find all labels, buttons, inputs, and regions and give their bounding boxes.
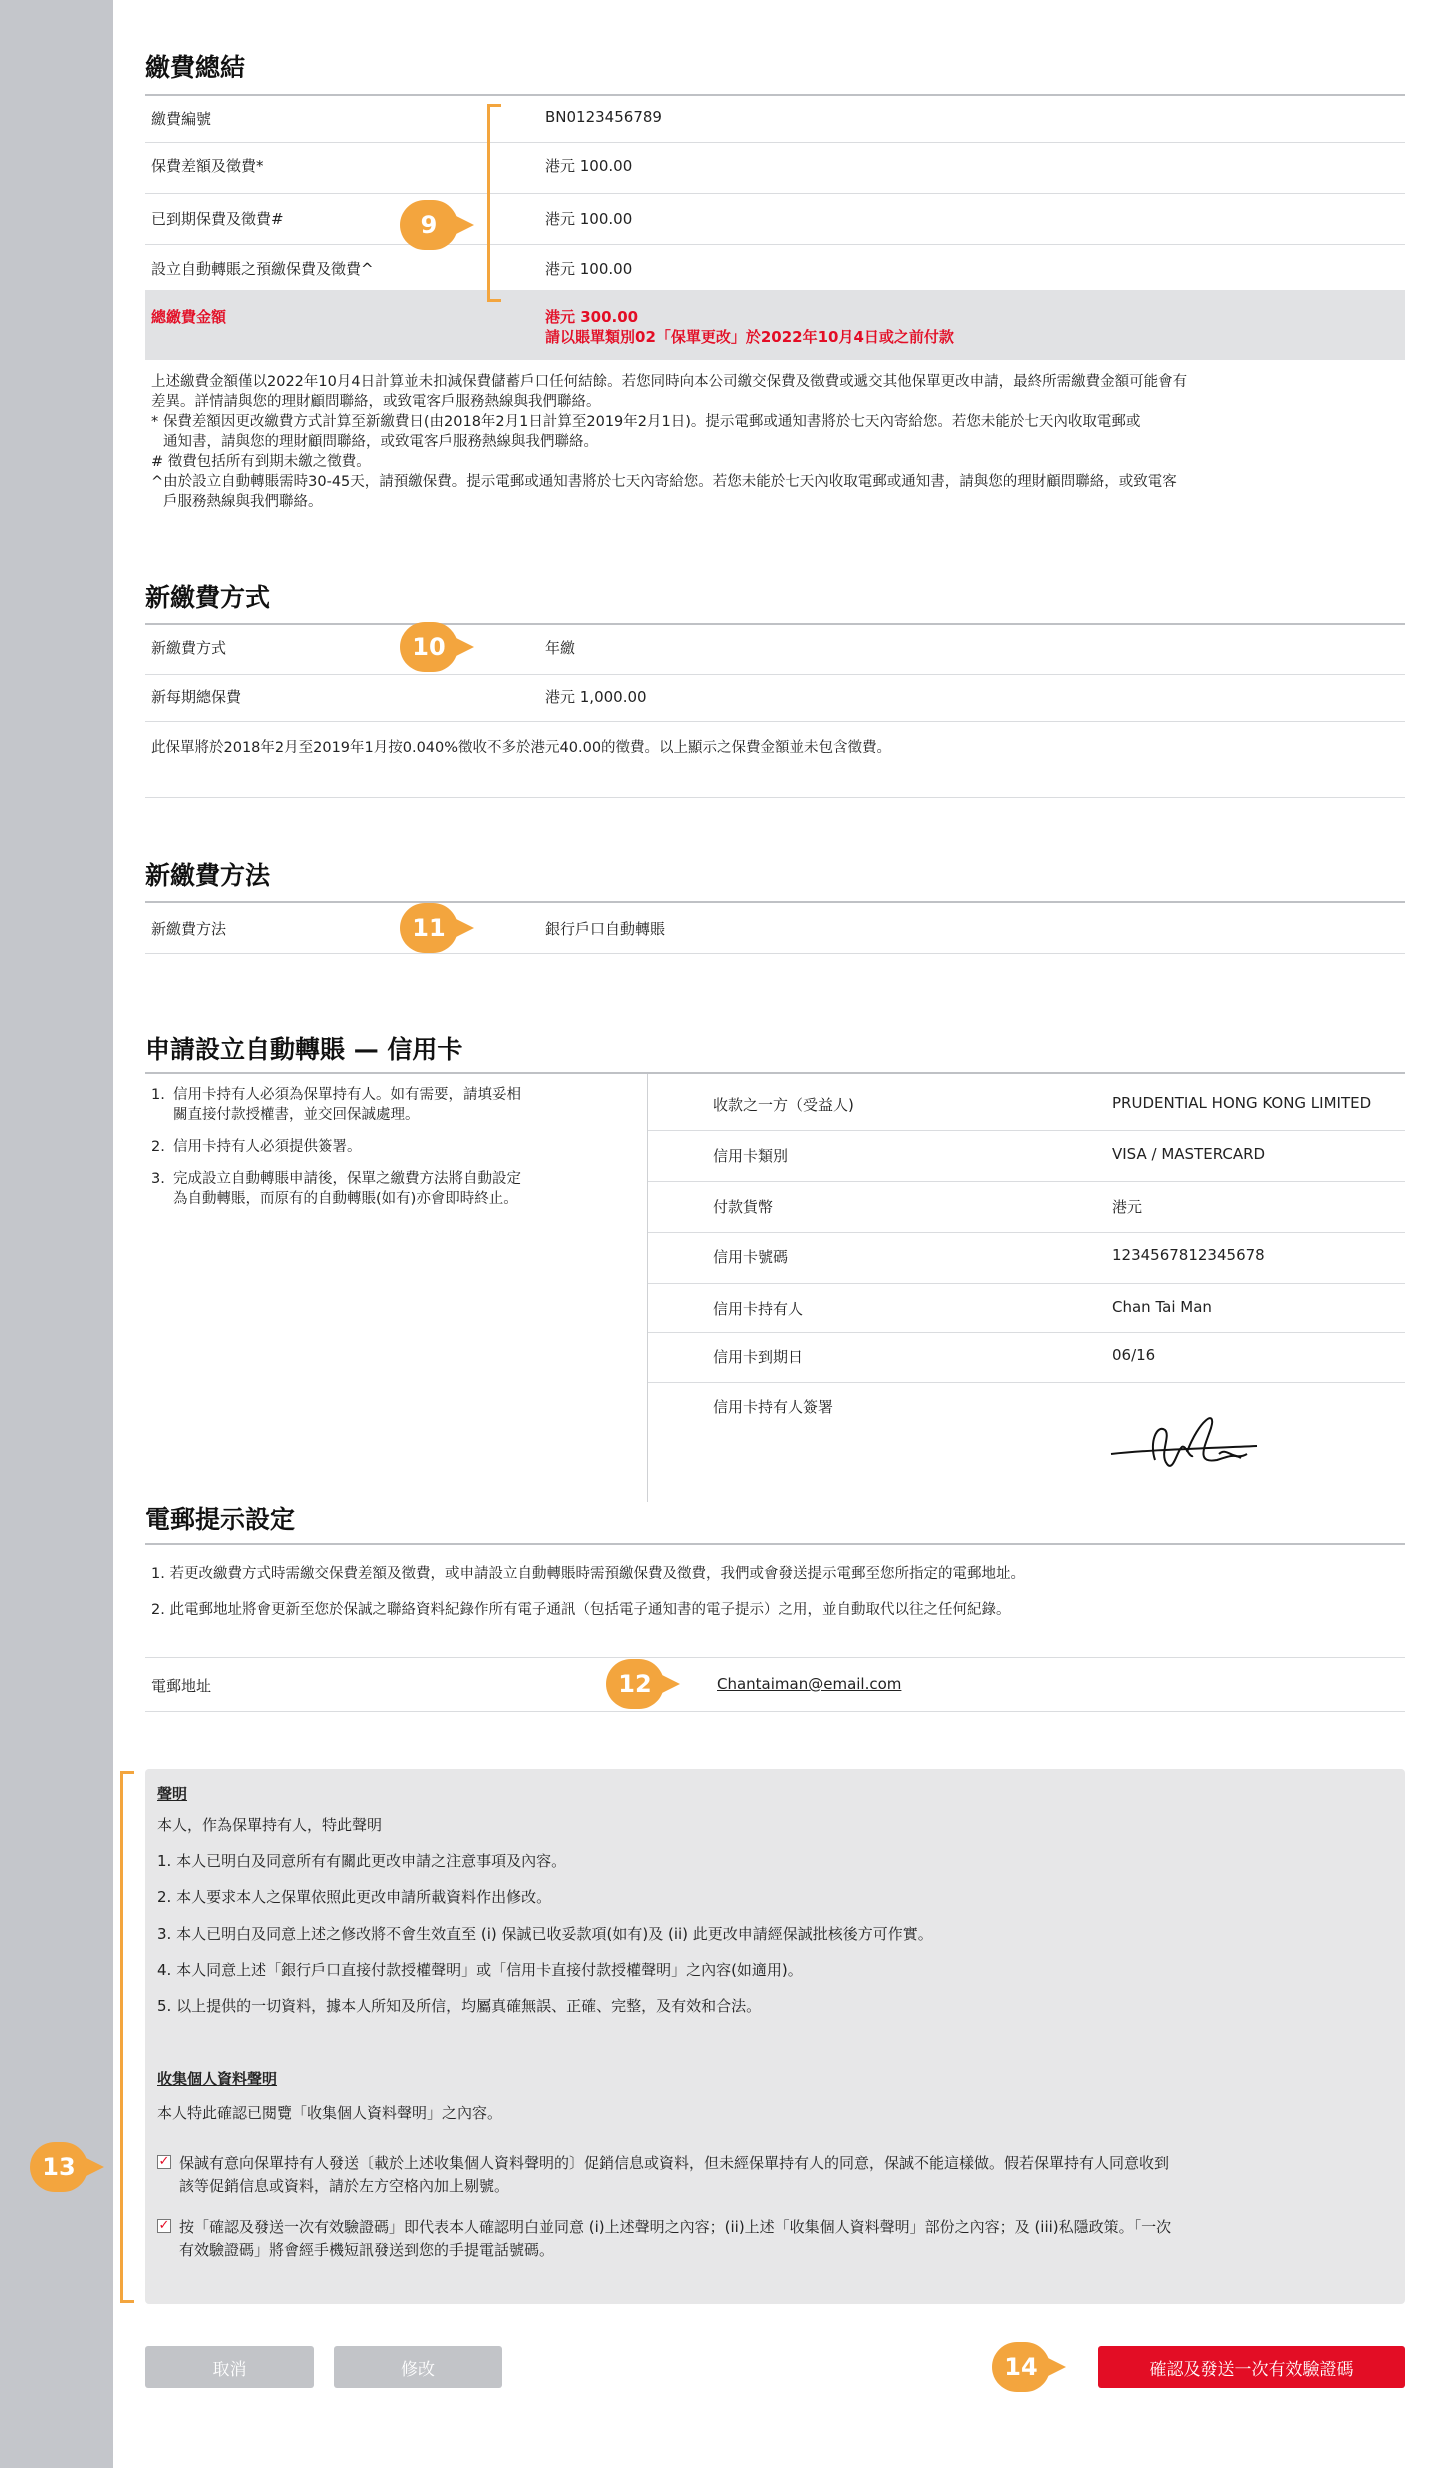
step-badge-13: 13 [30, 2142, 88, 2192]
pics-intro: 本人特此確認已閱覽「收集個人資料聲明」之內容。 [157, 2104, 503, 2122]
pics-title: 收集個人資料聲明 [157, 2070, 278, 2088]
email-note-2: 2. 此電郵地址將會更新至您於保誠之聯絡資料紀錄作所有電子通訊（包括電子通知書的電子提示）之用，並自動取代以往之任何紀錄。 [151, 1602, 1011, 1618]
credit-card-instructions: 1. 信用卡持有人必須為保單持有人。如有需要，請填妥相 關直接付款授權書，並交回保誠處理。 2. 信用卡持有人必須提供簽署。 3. 完成設立自動轉賬申請後，保單之繳費方法將自動設定 為自動轉賬，而原有的自動轉賬(如有)亦會即時終止。 [151, 1087, 521, 1207]
cc-value-number: 1234567812345678 [1112, 1246, 1265, 1264]
email-note-1: 1. 若更改繳費方式時需繳交保費差額及徵費，或申請設立自動轉賬時需預繳保費及徵費，我們或會發送提示電郵至您所指定的電郵地址。 [151, 1566, 1025, 1582]
column-divider [647, 1074, 648, 1502]
email-label: 電郵地址 [151, 1677, 212, 1695]
cc-label-signature: 信用卡持有人簽署 [713, 1398, 834, 1416]
summary-total-value: 港元 300.00 [545, 308, 639, 326]
declaration-item: 3. 本人已明白及同意上述之修改將不會生效直至 (i) 保誠已收妥款項(如有)及 (ii) 此更改申請經保誠批核後方可作實。 [157, 1925, 933, 1943]
payment-mode-value: 年繳 [545, 639, 576, 657]
summary-label-premium-diff: 保費差額及徵費* [151, 157, 264, 175]
step-badge-14: 14 [992, 2342, 1050, 2392]
divider [648, 1382, 1405, 1383]
cc-label-expiry: 信用卡到期日 [713, 1348, 804, 1366]
cc-label-currency: 付款貨幣 [713, 1198, 774, 1216]
summary-value-bill-no: BN0123456789 [545, 108, 662, 126]
step-badge-11: 11 [400, 903, 458, 953]
signature-image [1107, 1402, 1267, 1482]
divider [145, 623, 1405, 625]
step-badge-10: 10 [400, 622, 458, 672]
confirm-consent-text-1: 按「確認及發送一次有效驗證碼」即代表本人確認明白並同意 (i)上述聲明之內容；(ii)上述「收集個人資料聲明」部份之內容；及 (iii)私隱政策。「一次 [179, 2218, 1172, 2236]
cc-value-expiry: 06/16 [1112, 1346, 1156, 1364]
payment-method-value: 銀行戶口自動轉賬 [545, 920, 666, 938]
divider [145, 953, 1405, 954]
divider [145, 1711, 1405, 1712]
step-badge-12: 12 [606, 1659, 664, 1709]
divider [145, 797, 1405, 798]
divider [145, 244, 1405, 245]
annotation-bracket [120, 1771, 134, 2303]
cc-value-payee: PRUDENTIAL HONG KONG LIMITED [1112, 1094, 1372, 1112]
payment-mode-label: 新繳費方式 [151, 639, 227, 657]
cc-value-holder: Chan Tai Man [1112, 1298, 1212, 1316]
declaration-intro: 本人，作為保單持有人，特此聲明 [157, 1816, 383, 1834]
summary-total-row [145, 290, 1405, 360]
summary-label-bill-no: 繳費編號 [151, 110, 212, 128]
payment-mode-title: 新繳費方式 [145, 583, 271, 612]
divider [648, 1283, 1405, 1284]
cc-label-number: 信用卡號碼 [713, 1248, 789, 1266]
divider [145, 1657, 1405, 1658]
email-address-link[interactable]: Chantaiman@email.com [717, 1675, 902, 1693]
divider [145, 721, 1405, 722]
summary-notes: 上述繳費金額僅以2022年10月4日計算並未扣減保費儲蓄戶口任何結餘。若您同時向本公司繳交保費及徵費或遞交其他保單更改申請，最終所需繳費金額可能會有 差異。詳情請與您的理財顧問聯絡，或致電客戶服務熱線與我們聯絡。 * 保費差額因更改繳費方式計算至新繳費日(由2018年2月1日計算至2019年2月1日)。提示電郵或通知書將於七天內寄給您。若您未能於七天內收取電郵或 通知書，請與您的理財顧問聯絡，或致電客戶服務熱線與我們聯絡。 # 徵費包括所有到期未繳之徵費。 ^由於設立自動轉賬需時30-45天，請預繳保費。提示電郵或通知書將於七天內寄給您。若您未能於七天內收取電郵或通知書，請與您的理財顧問聯絡，或致電客 戶服務熱線與我們聯絡。 [151, 374, 1188, 510]
cc-label-type: 信用卡類別 [713, 1147, 789, 1165]
summary-value-prepaid: 港元 100.00 [545, 260, 633, 278]
declaration-item: 2. 本人要求本人之保單依照此更改申請所載資料作出修改。 [157, 1888, 552, 1906]
divider [145, 1072, 1405, 1074]
summary-total-note: 請以賬單類別02「保單更改」於2022年10月4日或之前付款 [545, 328, 954, 346]
confirm-consent-text-2: 有效驗證碼」將會經手機短訊發送到您的手提電話號碼。 [179, 2241, 555, 2259]
divider [145, 901, 1405, 903]
left-sidebar [0, 0, 113, 2468]
new-premium-label: 新每期總保費 [151, 688, 242, 706]
cc-value-currency: 港元 [1112, 1198, 1143, 1216]
declaration-panel [145, 1769, 1405, 2304]
new-premium-value: 港元 1,000.00 [545, 688, 647, 706]
declaration-title: 聲明 [157, 1785, 188, 1803]
payment-method-title: 新繳費方法 [145, 861, 271, 890]
summary-label-due-premium: 已到期保費及徵費# [151, 210, 284, 228]
cc-value-type: VISA / MASTERCARD [1112, 1145, 1266, 1163]
declaration-item: 4. 本人同意上述「銀行戶口直接付款授權聲明」或「信用卡直接付款授權聲明」之內容(如適用)。 [157, 1961, 803, 1979]
divider [145, 142, 1405, 143]
divider [145, 94, 1405, 96]
annotation-bracket [487, 104, 501, 302]
divider [145, 1543, 1405, 1545]
declaration-item: 1. 本人已明白及同意所有有關此更改申請之注意事項及內容。 [157, 1852, 567, 1870]
cc-label-holder: 信用卡持有人 [713, 1300, 804, 1318]
confirm-send-otp-button[interactable]: 確認及發送一次有效驗證碼 [1098, 2346, 1405, 2388]
payment-mode-note: 此保單將於2018年2月至2019年1月按0.040%徵收不多於港元40.00的徵費。以上顯示之保費金額並未包含徵費。 [151, 740, 892, 756]
declaration-item: 5. 以上提供的一切資料，據本人所知及所信，均屬真確無誤、正確、完整，及有效和合法。 [157, 1997, 762, 2015]
marketing-consent-text-1: 保誠有意向保單持有人發送〔載於上述收集個人資料聲明的〕促銷信息或資料，但未經保單持有人的同意，保誠不能這樣做。假若保單持有人同意收到 [179, 2154, 1170, 2172]
step-badge-9: 9 [400, 200, 458, 250]
divider [648, 1130, 1405, 1131]
cancel-button[interactable]: 取消 [145, 2346, 314, 2388]
summary-value-due-premium: 港元 100.00 [545, 210, 633, 228]
marketing-consent-text-2: 該等促銷信息或資料，請於左方空格內加上剔號。 [179, 2177, 510, 2195]
summary-title: 繳費總結 [145, 53, 246, 82]
email-title: 電郵提示設定 [145, 1505, 296, 1534]
divider [648, 1232, 1405, 1233]
summary-total-label: 總繳費金額 [151, 308, 227, 326]
credit-card-title: 申請設立自動轉賬 — 信用卡 [145, 1035, 463, 1064]
divider [648, 1332, 1405, 1333]
divider [145, 193, 1405, 194]
divider [648, 1181, 1405, 1182]
divider [145, 674, 1405, 675]
cc-label-payee: 收款之一方（受益人) [713, 1096, 854, 1114]
confirm-consent-checkbox[interactable]: ✓ [158, 2218, 170, 2233]
modify-button[interactable]: 修改 [334, 2346, 502, 2388]
summary-value-premium-diff: 港元 100.00 [545, 157, 633, 175]
marketing-consent-checkbox[interactable]: ✓ [158, 2154, 170, 2169]
payment-method-label: 新繳費方法 [151, 920, 227, 938]
summary-label-prepaid: 設立自動轉賬之預繳保費及徵費^ [151, 260, 374, 278]
